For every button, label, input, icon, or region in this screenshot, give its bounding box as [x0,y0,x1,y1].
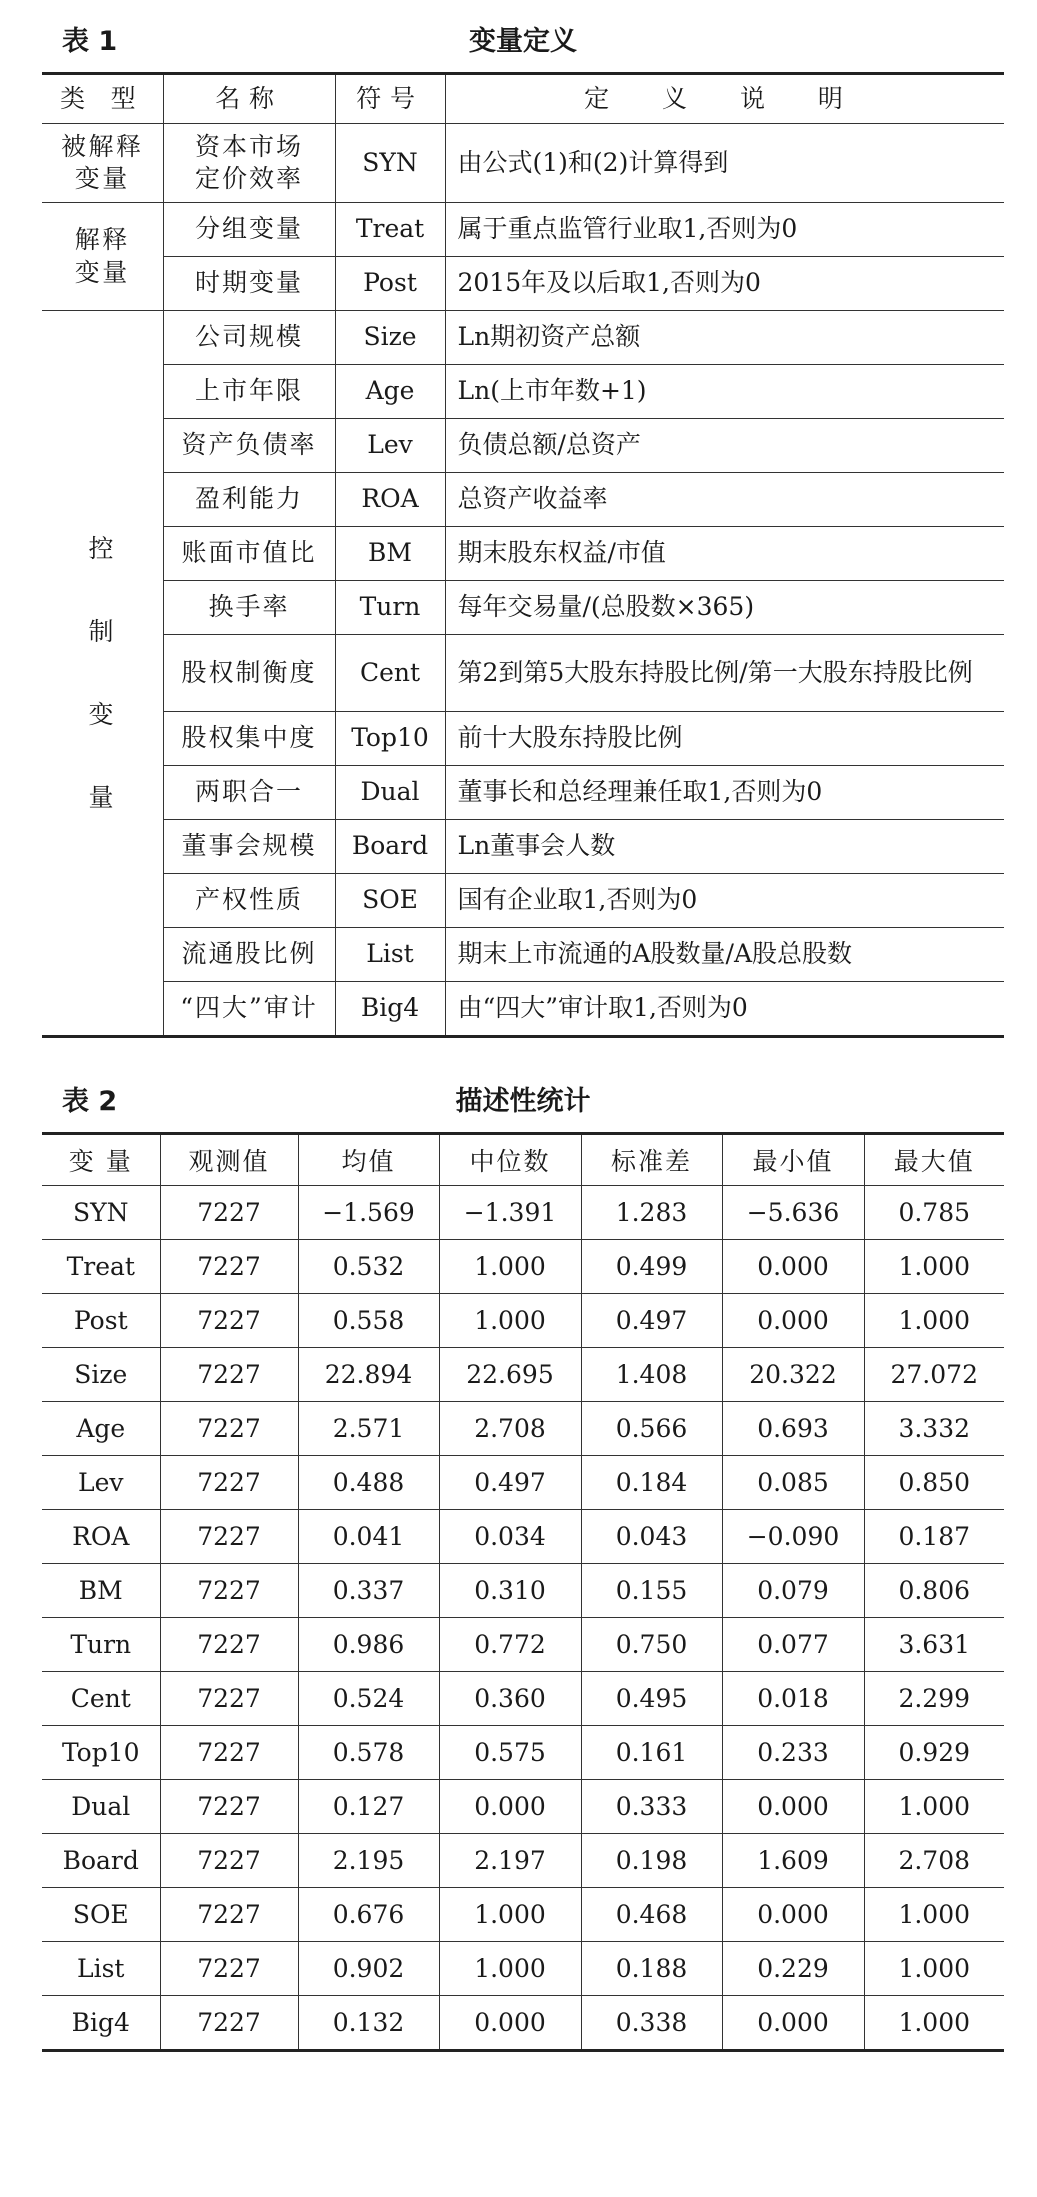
variable-description-cell: 国有企业取1,否则为0 [445,874,1004,928]
variable-type-cell: 控 制 变 量 [42,311,163,1037]
statistic-value-cell: 0.902 [298,1942,439,1996]
variable-label-cell: Size [42,1348,160,1402]
statistic-value-cell: 1.000 [864,1294,1004,1348]
variable-name-cell: 董事会规模 [163,820,335,874]
statistic-value-cell: 3.332 [864,1402,1004,1456]
statistic-value-cell: −5.636 [722,1186,864,1240]
table-row [42,982,1004,1037]
statistic-value-cell: 0.750 [581,1618,722,1672]
statistic-value-cell: 2.195 [298,1834,439,1888]
statistic-value-cell: 0.229 [722,1942,864,1996]
statistic-value-cell: 1.000 [864,1942,1004,1996]
statistic-value-cell: 2.197 [439,1834,581,1888]
variable-description-cell: 前十大股东持股比例 [445,712,1004,766]
statistic-value-cell: 0.018 [722,1672,864,1726]
table-row [42,1780,1004,1834]
statistic-value-cell: 0.499 [581,1240,722,1294]
table2-header-row [42,1134,1004,1186]
statistic-value-cell: 0.187 [864,1510,1004,1564]
table-row [42,311,1004,365]
variable-name-cell: 资本市场 定价效率 [163,124,335,203]
statistic-value-cell: 0.929 [864,1726,1004,1780]
table-row [42,419,1004,473]
variable-symbol-cell: Treat [335,203,445,257]
statistic-value-cell: 0.676 [298,1888,439,1942]
statistic-value-cell: 1.000 [439,1240,581,1294]
variable-name-cell: 股权制衡度 [163,635,335,712]
table-row [42,365,1004,419]
variable-label-cell: SYN [42,1186,160,1240]
statistic-value-cell: 0.772 [439,1618,581,1672]
table-row [42,1402,1004,1456]
variable-description-cell: 期末股东权益/市值 [445,527,1004,581]
variable-symbol-cell: List [335,928,445,982]
table-row [42,1726,1004,1780]
statistic-value-cell: 0.155 [581,1564,722,1618]
statistic-value-cell: 0.079 [722,1564,864,1618]
table1-title: 变量定义 [469,26,577,57]
table-row [42,473,1004,527]
statistic-value-cell: 2.708 [864,1834,1004,1888]
statistic-value-cell: 3.631 [864,1618,1004,1672]
variable-symbol-cell: Board [335,820,445,874]
statistic-value-cell: 1.283 [581,1186,722,1240]
statistic-value-cell: 0.077 [722,1618,864,1672]
variable-description-cell: 董事长和总经理兼任取1,否则为0 [445,766,1004,820]
variable-symbol-cell: BM [335,527,445,581]
variable-description-cell: 第2到第5大股东持股比例/第一大股东持股比例 [445,635,1004,712]
statistic-value-cell: −1.569 [298,1186,439,1240]
descriptive-statistics-table [42,1132,1004,2052]
variable-description-cell: 由公式(1)和(2)计算得到 [445,124,1004,203]
statistic-value-cell: 0.041 [298,1510,439,1564]
statistic-value-cell: 0.532 [298,1240,439,1294]
table2-header-cell: 最小值 [722,1134,864,1186]
variable-label-cell: Board [42,1834,160,1888]
variable-label-cell: Dual [42,1780,160,1834]
table-row [42,635,1004,712]
variable-label-cell: Treat [42,1240,160,1294]
table-row [42,1564,1004,1618]
statistic-value-cell: 0.558 [298,1294,439,1348]
table-row [42,124,1004,203]
statistic-value-cell: 1.000 [439,1942,581,1996]
table-row [42,203,1004,257]
statistic-value-cell: 22.894 [298,1348,439,1402]
variable-type-cell: 被解释 变量 [42,124,163,203]
statistic-value-cell: 1.000 [864,1996,1004,2051]
variable-description-cell: Ln期初资产总额 [445,311,1004,365]
statistic-value-cell: 0.337 [298,1564,439,1618]
statistic-value-cell: 0.000 [722,1780,864,1834]
statistic-value-cell: 0.578 [298,1726,439,1780]
statistic-value-cell: 7227 [160,1186,298,1240]
table-row [42,1456,1004,1510]
variable-name-cell: 换手率 [163,581,335,635]
statistic-value-cell: 0.000 [439,1996,581,2051]
variable-symbol-cell: Turn [335,581,445,635]
statistic-value-cell: 0.566 [581,1402,722,1456]
table-row [42,1996,1004,2051]
variable-type-cell: 解释 变量 [42,203,163,311]
table-row [42,1834,1004,1888]
statistic-value-cell: 0.000 [722,1888,864,1942]
statistic-value-cell: 0.575 [439,1726,581,1780]
statistic-value-cell: 7227 [160,1240,298,1294]
statistic-value-cell: 0.524 [298,1672,439,1726]
table-row [42,928,1004,982]
variable-symbol-cell: Big4 [335,982,445,1037]
variable-symbol-cell: Size [335,311,445,365]
statistic-value-cell: 0.693 [722,1402,864,1456]
table-row [42,581,1004,635]
statistic-value-cell: 7227 [160,1834,298,1888]
statistic-value-cell: 0.233 [722,1726,864,1780]
statistic-value-cell: 2.708 [439,1402,581,1456]
statistic-value-cell: 0.161 [581,1726,722,1780]
variable-label-cell: Turn [42,1618,160,1672]
statistic-value-cell: 0.000 [722,1294,864,1348]
statistic-value-cell: 7227 [160,1942,298,1996]
variable-label-cell: Age [42,1402,160,1456]
variable-definition-table [42,72,1004,1038]
statistic-value-cell: 1.000 [439,1888,581,1942]
table2-number: 表 2 [62,1086,118,1117]
statistic-value-cell: 0.184 [581,1456,722,1510]
table1-header-symbol: 符号 [335,74,445,124]
statistic-value-cell: 0.000 [439,1780,581,1834]
variable-name-cell: 流通股比例 [163,928,335,982]
variable-label-cell: Top10 [42,1726,160,1780]
variable-name-cell: 公司规模 [163,311,335,365]
table-row [42,1888,1004,1942]
statistic-value-cell: 0.310 [439,1564,581,1618]
variable-symbol-cell: ROA [335,473,445,527]
table2-header-cell: 中位数 [439,1134,581,1186]
table-row [42,820,1004,874]
variable-label-cell: BM [42,1564,160,1618]
variable-name-cell: 股权集中度 [163,712,335,766]
table-row [42,766,1004,820]
variable-name-cell: 上市年限 [163,365,335,419]
statistic-value-cell: 0.850 [864,1456,1004,1510]
statistic-value-cell: 0.043 [581,1510,722,1564]
statistic-value-cell: 0.785 [864,1186,1004,1240]
statistic-value-cell: 2.299 [864,1672,1004,1726]
table-row [42,257,1004,311]
statistic-value-cell: 0.488 [298,1456,439,1510]
statistic-value-cell: −0.090 [722,1510,864,1564]
table-row [42,1240,1004,1294]
statistic-value-cell: 1.609 [722,1834,864,1888]
statistic-value-cell: 27.072 [864,1348,1004,1402]
table-row [42,1672,1004,1726]
statistic-value-cell: 0.000 [722,1996,864,2051]
statistic-value-cell: 7227 [160,1726,298,1780]
variable-name-cell: 盈利能力 [163,473,335,527]
table-row [42,527,1004,581]
table2-header-cell: 最大值 [864,1134,1004,1186]
table1-body [42,124,1004,1037]
variable-label-cell: ROA [42,1510,160,1564]
statistic-value-cell: 7227 [160,1348,298,1402]
statistic-value-cell: 0.497 [581,1294,722,1348]
variable-symbol-cell: Dual [335,766,445,820]
statistic-value-cell: −1.391 [439,1186,581,1240]
variable-label-cell: Big4 [42,1996,160,2051]
statistic-value-cell: 7227 [160,1888,298,1942]
statistic-value-cell: 0.000 [722,1240,864,1294]
variable-symbol-cell: Top10 [335,712,445,766]
variable-label-cell: List [42,1942,160,1996]
table2-title: 描述性统计 [455,1086,591,1117]
variable-name-cell: 资产负债率 [163,419,335,473]
variable-label-cell: Lev [42,1456,160,1510]
table2-caption [42,1074,1004,1132]
variable-description-cell: 负债总额/总资产 [445,419,1004,473]
variable-description-cell: 总资产收益率 [445,473,1004,527]
statistic-value-cell: 0.034 [439,1510,581,1564]
variable-description-cell: 2015年及以后取1,否则为0 [445,257,1004,311]
table-row [42,1942,1004,1996]
variable-label-cell: Cent [42,1672,160,1726]
variable-name-cell: “四大”审计 [163,982,335,1037]
statistic-value-cell: 0.333 [581,1780,722,1834]
statistic-value-cell: 0.497 [439,1456,581,1510]
table2-body [42,1186,1004,2051]
statistic-value-cell: 0.127 [298,1780,439,1834]
statistic-value-cell: 0.188 [581,1942,722,1996]
variable-label-cell: Post [42,1294,160,1348]
statistic-value-cell: 7227 [160,1456,298,1510]
statistic-value-cell: 22.695 [439,1348,581,1402]
table2-header-cell: 均值 [298,1134,439,1186]
statistic-value-cell: 1.408 [581,1348,722,1402]
statistic-value-cell: 20.322 [722,1348,864,1402]
statistic-value-cell: 0.198 [581,1834,722,1888]
statistic-value-cell: 0.338 [581,1996,722,2051]
statistic-value-cell: 7227 [160,1672,298,1726]
variable-symbol-cell: Cent [335,635,445,712]
statistic-value-cell: 0.495 [581,1672,722,1726]
variable-symbol-cell: SOE [335,874,445,928]
statistic-value-cell: 0.085 [722,1456,864,1510]
variable-name-cell: 分组变量 [163,203,335,257]
document-page [42,0,1004,2052]
variable-symbol-cell: Age [335,365,445,419]
variable-symbol-cell: Post [335,257,445,311]
statistic-value-cell: 7227 [160,1294,298,1348]
statistic-value-cell: 0.986 [298,1618,439,1672]
variable-description-cell: 由“四大”审计取1,否则为0 [445,982,1004,1037]
variable-label-cell: SOE [42,1888,160,1942]
variable-description-cell: 期末上市流通的A股数量/A股总股数 [445,928,1004,982]
table-row [42,1618,1004,1672]
statistic-value-cell: 7227 [160,1402,298,1456]
variable-description-cell: Ln董事会人数 [445,820,1004,874]
table1-number: 表 1 [62,26,118,57]
statistic-value-cell: 0.468 [581,1888,722,1942]
table-row [42,874,1004,928]
statistic-value-cell: 0.132 [298,1996,439,2051]
statistic-value-cell: 1.000 [864,1888,1004,1942]
statistic-value-cell: 7227 [160,1618,298,1672]
table-row [42,1348,1004,1402]
variable-name-cell: 产权性质 [163,874,335,928]
table-row [42,712,1004,766]
variable-description-cell: 每年交易量/(总股数×365) [445,581,1004,635]
statistic-value-cell: 7227 [160,1996,298,2051]
variable-description-cell: Ln(上市年数+1) [445,365,1004,419]
table1-caption [42,0,1004,72]
variable-symbol-cell: Lev [335,419,445,473]
table1-header-definition: 定 义 说 明 [445,74,1004,124]
variable-description-cell: 属于重点监管行业取1,否则为0 [445,203,1004,257]
statistic-value-cell: 1.000 [864,1780,1004,1834]
table-row [42,1186,1004,1240]
statistic-value-cell: 1.000 [864,1240,1004,1294]
statistic-value-cell: 1.000 [439,1294,581,1348]
table1-header-type: 类 型 [42,74,163,124]
statistic-value-cell: 2.571 [298,1402,439,1456]
variable-name-cell: 账面市值比 [163,527,335,581]
table2-header-cell: 变 量 [42,1134,160,1186]
statistic-value-cell: 7227 [160,1780,298,1834]
table2-header-cell: 观测值 [160,1134,298,1186]
table1-header-name: 名称 [163,74,335,124]
statistic-value-cell: 0.360 [439,1672,581,1726]
table-row [42,1294,1004,1348]
statistic-value-cell: 7227 [160,1510,298,1564]
variable-symbol-cell: SYN [335,124,445,203]
variable-name-cell: 时期变量 [163,257,335,311]
statistic-value-cell: 0.806 [864,1564,1004,1618]
table2-header-cell: 标准差 [581,1134,722,1186]
variable-name-cell: 两职合一 [163,766,335,820]
table-row [42,1510,1004,1564]
statistic-value-cell: 7227 [160,1564,298,1618]
table1-header-row [42,74,1004,124]
